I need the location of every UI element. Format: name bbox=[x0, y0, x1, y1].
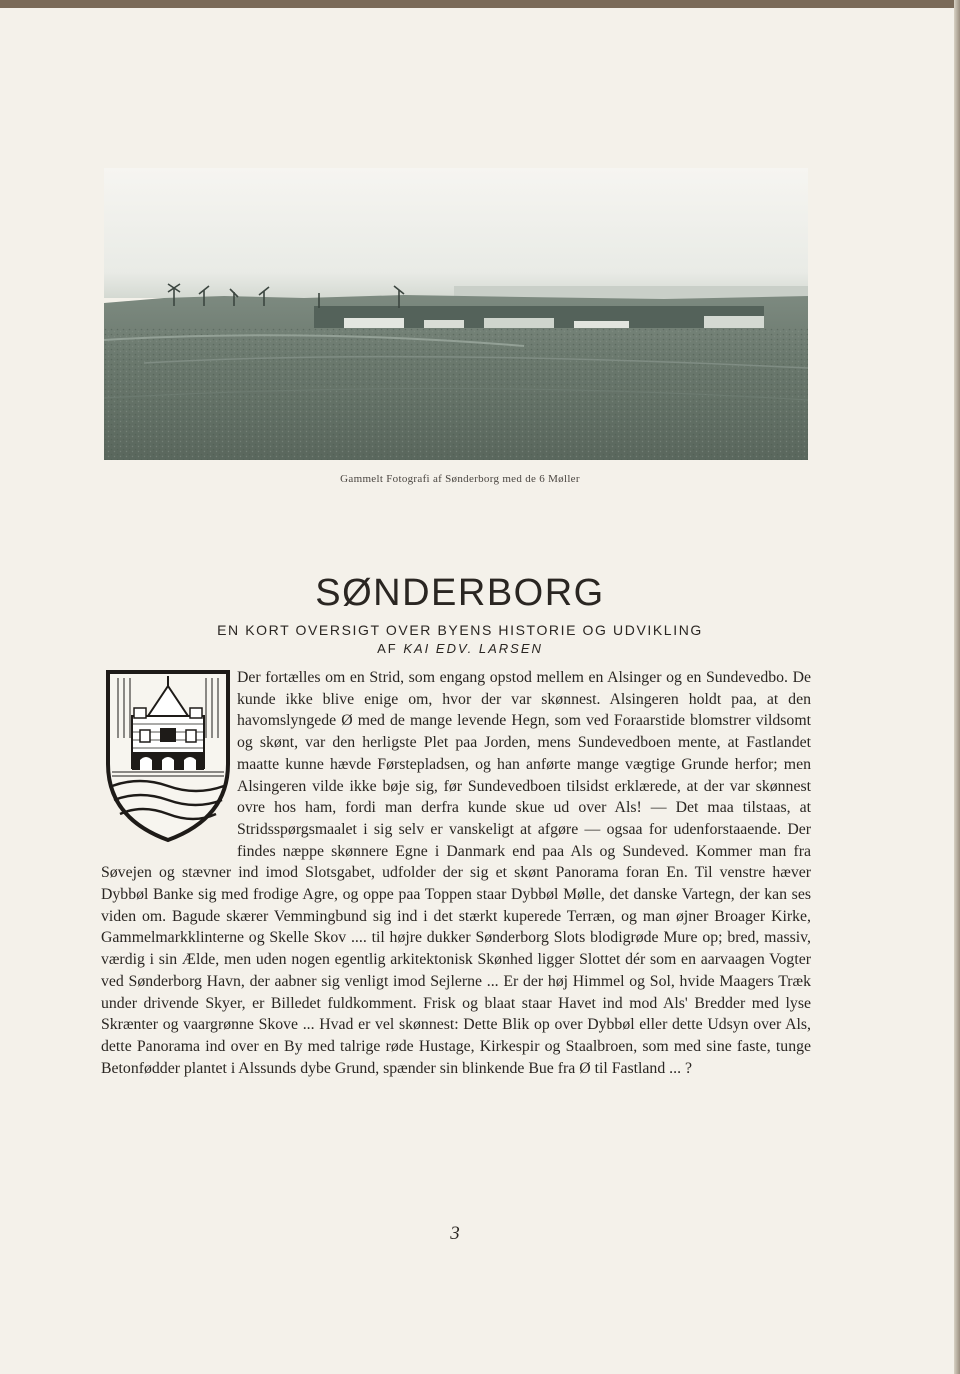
page-number: 3 bbox=[450, 1223, 460, 1244]
author-name: KAI EDV. LARSEN bbox=[403, 641, 543, 656]
page-top-edge bbox=[0, 0, 960, 8]
historic-photograph bbox=[104, 168, 808, 460]
page-right-edge bbox=[954, 0, 960, 1374]
article-body-text: Der fortælles om en Strid, som engang opstod mellem en Alsinger og en Sundevedbo. De kunde ikke blive enige om, hvor der var skønnest. Alsingeren holdt paa, at den havomslyngede Ø med de mange levende Hegn, som ved Foraarstide blomstrer vildsomt og skønt, var den herligste Plet paa Jorden, mens Sundevedboen mente, at Fastlandet maatte kunne hævde Førstepladsen, og han anførte mange vægtige Grunde herfor; men Alsingeren vilde ikke bøje sig, før Sundevedboen tilsidst erklærede, at der var skønnest ovre hos ham, fordi man derfra kunde skue ud over Als! — Det maa tilstaas, at Stridsspørgsmaalet i sig selv er vanskeligt at afgøre — ogsaa for udenforstaaende. Der findes næppe skønnere Egne i Danmark end paa Als og Sundeved. Kommer man fra Søvejen og stævner ind imod Slotsgabet, udfolder der sig et skønt Panorama foran En. Til venstre hæver Dybbøl Banke sig med frodige Agre, og oppe paa Toppen staar Dybbøl Mølle, det danske Vartegn, der kan ses viden om. Bagude skærer Vemmingbund sig ind i det stærkt kuperede Terræn, og man øjner Broager Kirke, Gammelmarkklinterne og Skelle Skov .... til højre dukker Sønderborg Slots blodigrøde Mure op; bred, massiv, værdig i sin Ælde, men uden nogen egentlig arkitektonisk Skønhed ligger Slottet dér som en aarvaagen Vogter ved Sønderborg Havn, der aabner sig venligt imod Sejlerne ... Er der høj Himmel og Sol, hvide Maagers Træk under drivende Skyer, er Billedet fuldkomment. Frisk og blaat staar Havet ind mod Als' Bredder med lyse Skrænter og vaargrønne Skove ... Hvad er vel skønnest: Dette Blik op over Dybbøl eller dette Udsyn over Als, dette Panorama ind over en By med talrige røde Hustage, Kirkespir og Staalbroen, som med sine faste, tunge Betonfødder plantet i Alssunds dybe Grund, spænder sin blinkende Bue fra Ø til Fastland ... ? bbox=[101, 669, 811, 1077]
article-byline bbox=[0, 641, 920, 656]
photo-caption: Gammelt Fotografi af Sønderborg med de 6 Møller bbox=[340, 473, 580, 485]
byline-prefix: AF bbox=[377, 641, 398, 656]
article-subtitle: EN KORT OVERSIGT OVER BYENS HISTORIE OG UDVIKLING bbox=[217, 622, 703, 638]
article-body bbox=[101, 667, 811, 1079]
panorama-photo-icon bbox=[104, 168, 808, 460]
coat-of-arms-spacer bbox=[101, 667, 237, 853]
article-title: SØNDERBORG bbox=[315, 572, 605, 614]
